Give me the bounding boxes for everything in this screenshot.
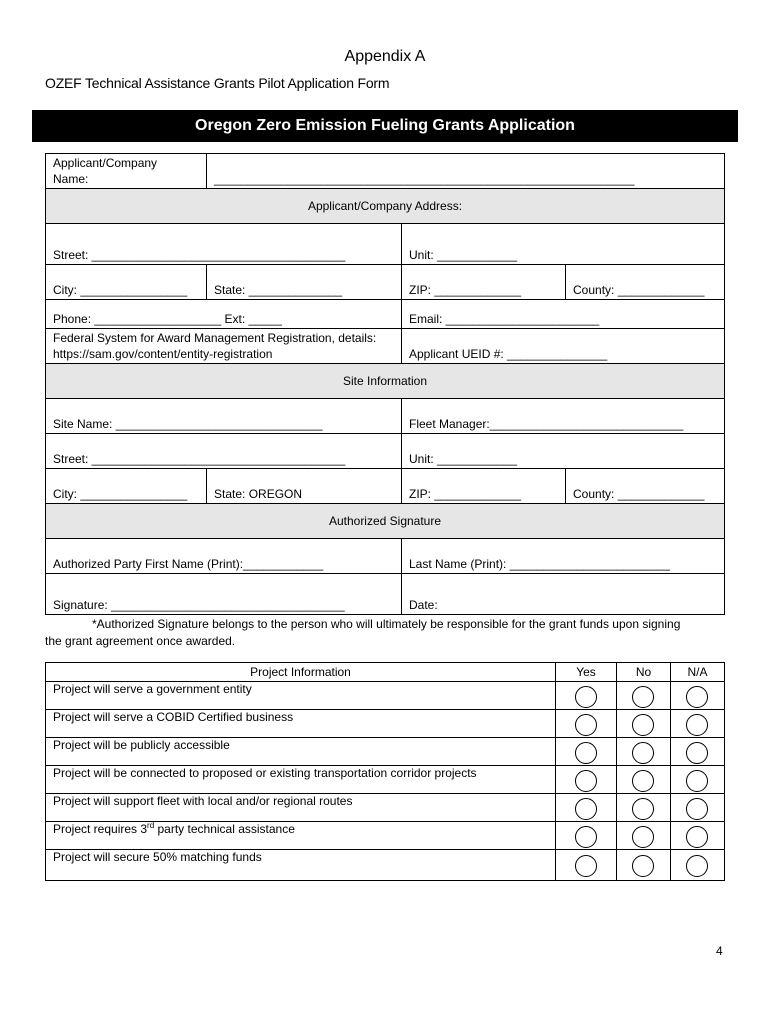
yes-cell	[555, 765, 617, 794]
na-radio[interactable]	[686, 742, 708, 764]
yes-radio[interactable]	[575, 714, 597, 736]
column-yes-header: Yes	[555, 662, 617, 682]
no-radio[interactable]	[632, 714, 654, 736]
site-city-field[interactable]: City: ________________	[45, 468, 207, 504]
address-section-header: Applicant/Company Address:	[45, 188, 725, 224]
site-zip-field[interactable]: ZIP: _____________	[401, 468, 566, 504]
no-radio[interactable]	[632, 826, 654, 848]
last-name-field[interactable]: Last Name (Print): ________________________	[401, 538, 725, 574]
na-cell	[670, 737, 725, 766]
project-row-label: Project will support fleet with local and/or regional routes	[45, 793, 556, 822]
applicant-ueid-field[interactable]: Applicant UEID #: _______________	[401, 328, 725, 364]
no-cell	[616, 821, 671, 850]
site-state-field: State: OREGON	[206, 468, 402, 504]
site-county-field[interactable]: County: _____________	[565, 468, 725, 504]
applicant-unit-field[interactable]: Unit: ____________	[401, 223, 725, 265]
na-radio[interactable]	[686, 686, 708, 708]
company-name-label: Applicant/Company Name:	[45, 153, 207, 189]
applicant-state-field[interactable]: State: ______________	[206, 264, 402, 300]
no-cell	[616, 765, 671, 794]
yes-cell	[555, 793, 617, 822]
yes-cell	[555, 681, 617, 710]
project-row-label: Project will be connected to proposed or existing transportation corridor projects	[45, 765, 556, 794]
na-cell	[670, 709, 725, 738]
yes-radio[interactable]	[575, 770, 597, 792]
yes-radio[interactable]	[575, 742, 597, 764]
no-radio[interactable]	[632, 686, 654, 708]
no-radio[interactable]	[632, 855, 654, 877]
na-cell	[670, 849, 725, 881]
yes-radio[interactable]	[575, 686, 597, 708]
yes-cell	[555, 849, 617, 881]
company-name-field[interactable]: _______________________________________________________________	[206, 153, 725, 189]
no-cell	[616, 681, 671, 710]
na-cell	[670, 821, 725, 850]
appendix-title: Appendix A	[344, 48, 426, 65]
applicant-county-field[interactable]: County: _____________	[565, 264, 725, 300]
project-row-label: Project will be publicly accessible	[45, 737, 556, 766]
no-radio[interactable]	[632, 798, 654, 820]
applicant-city-field[interactable]: City: ________________	[45, 264, 207, 300]
applicant-email-field[interactable]: Email: _______________________	[401, 299, 725, 329]
no-cell	[616, 737, 671, 766]
na-radio[interactable]	[686, 770, 708, 792]
na-radio[interactable]	[686, 798, 708, 820]
na-cell	[670, 765, 725, 794]
fleet-manager-field[interactable]: Fleet Manager:_____________________________	[401, 398, 725, 434]
yes-radio[interactable]	[575, 826, 597, 848]
na-radio[interactable]	[686, 714, 708, 736]
yes-cell	[555, 821, 617, 850]
no-radio[interactable]	[632, 742, 654, 764]
na-cell	[670, 793, 725, 822]
no-radio[interactable]	[632, 770, 654, 792]
applicant-street-field[interactable]: Street: ______________________________________	[45, 223, 402, 265]
project-row-label: Project will secure 50% matching funds	[45, 849, 556, 881]
column-na-header: N/A	[670, 662, 725, 682]
site-section-header: Site Information	[45, 363, 725, 399]
yes-radio[interactable]	[575, 855, 597, 877]
first-name-field[interactable]: Authorized Party First Name (Print):____________	[45, 538, 402, 574]
signature-note-line-2: the grant agreement once awarded.	[45, 634, 236, 648]
application-banner: Oregon Zero Emission Fueling Grants Application	[32, 110, 738, 142]
sam-registration-label: Federal System for Award Management Registration, details: https://sam.gov/content/entity-registration	[45, 328, 402, 364]
column-no-header: No	[616, 662, 671, 682]
yes-radio[interactable]	[575, 798, 597, 820]
date-field[interactable]: Date:	[401, 573, 725, 615]
signature-field[interactable]: Signature: ___________________________________	[45, 573, 402, 615]
project-info-header: Project Information	[45, 662, 556, 682]
site-street-field[interactable]: Street: ______________________________________	[45, 433, 402, 469]
site-name-field[interactable]: Site Name: _______________________________	[45, 398, 402, 434]
applicant-phone-field[interactable]: Phone: ___________________ Ext: _____	[45, 299, 402, 329]
yes-cell	[555, 737, 617, 766]
na-radio[interactable]	[686, 855, 708, 877]
page-number: 4	[716, 944, 723, 958]
applicant-zip-field[interactable]: ZIP: _____________	[401, 264, 566, 300]
na-radio[interactable]	[686, 826, 708, 848]
signature-section-header: Authorized Signature	[45, 503, 725, 539]
project-row-label: Project will serve a government entity	[45, 681, 556, 710]
no-cell	[616, 793, 671, 822]
yes-cell	[555, 709, 617, 738]
no-cell	[616, 849, 671, 881]
site-unit-field[interactable]: Unit: ____________	[401, 433, 725, 469]
na-cell	[670, 681, 725, 710]
no-cell	[616, 709, 671, 738]
project-row-label: Project will serve a COBID Certified business	[45, 709, 556, 738]
signature-note-line-1: *Authorized Signature belongs to the person who will ultimately be responsible for the grant funds upon signing	[92, 617, 681, 631]
form-title: OZEF Technical Assistance Grants Pilot Application Form	[45, 75, 390, 91]
project-row-label: Project requires 3rd party technical assistance	[45, 821, 556, 850]
